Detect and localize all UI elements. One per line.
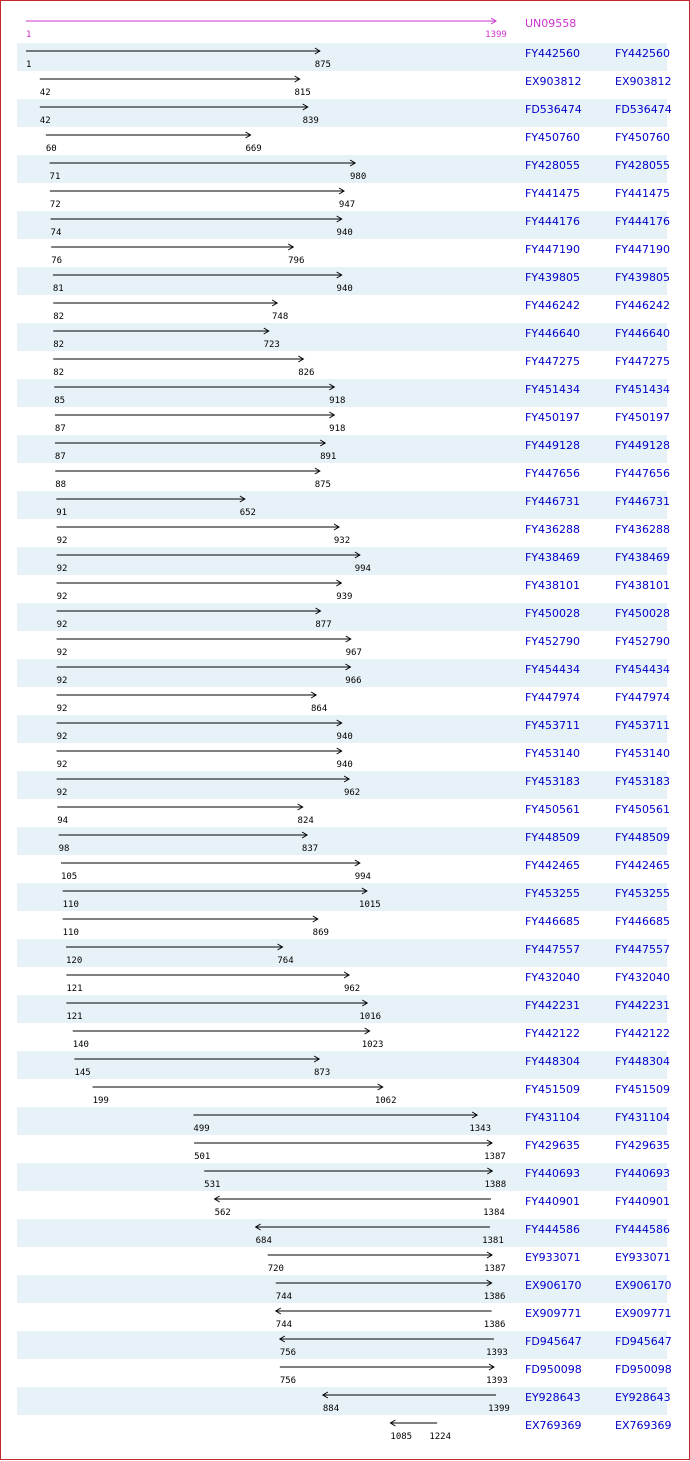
alignment-start-label: 91 (56, 508, 68, 518)
alignment-id-link-secondary[interactable]: FY432040 (615, 971, 671, 984)
alignment-id-link[interactable]: FY448304 (525, 1055, 581, 1068)
alignment-id-link[interactable]: FY448509 (525, 831, 581, 844)
alignment-start-label: 71 (49, 172, 61, 182)
alignment-id-link-secondary[interactable]: FY442560 (615, 47, 671, 60)
alignment-id-link[interactable]: EX909771 (525, 1307, 582, 1320)
alignment-start-label: 92 (56, 648, 68, 658)
alignment-start-label: 85 (54, 396, 66, 406)
alignment-end-label: 1343 (469, 1124, 492, 1134)
alignment-id-link-secondary[interactable]: EX903812 (615, 75, 672, 88)
alignment-start-label: 720 (267, 1264, 284, 1274)
alignment-end-label: 939 (336, 592, 353, 602)
alignment-id-link-secondary[interactable]: FY438469 (615, 551, 671, 564)
alignment-end-label: 837 (301, 844, 319, 854)
alignment-end-label: 1393 (486, 1348, 508, 1358)
alignment-start-label: 562 (214, 1208, 231, 1218)
alignment-end-label: 947 (338, 200, 356, 210)
alignment-id-link[interactable]: FY442122 (525, 1027, 581, 1040)
alignment-id-link[interactable]: FY428055 (525, 159, 581, 172)
alignment-id-link[interactable]: FY450760 (525, 131, 581, 144)
alignment-id-link-secondary[interactable]: FY448304 (615, 1055, 671, 1068)
alignment-start-label: 110 (62, 900, 79, 910)
alignment-start-label: 42 (39, 88, 51, 98)
alignment-start-label: 82 (53, 312, 65, 322)
alignment-id-link-secondary[interactable]: FY453140 (615, 747, 671, 760)
alignment-id-link-secondary[interactable]: FY448509 (615, 831, 671, 844)
alignment-id-link-secondary[interactable]: FY429635 (615, 1139, 671, 1152)
alignment-start-label: 87 (54, 424, 66, 434)
alignment-diagram (1, 1, 690, 1461)
alignment-start-label: 756 (279, 1376, 297, 1386)
alignment-end-label: 1384 (483, 1208, 505, 1218)
alignment-start-label: 72 (49, 200, 61, 210)
alignment-end-label: 748 (272, 312, 289, 322)
alignment-start-label: 60 (45, 144, 57, 154)
alignment-id-link-secondary[interactable]: FY453711 (615, 719, 671, 732)
alignment-id-link[interactable]: FD536474 (525, 103, 582, 116)
alignment-id-link[interactable]: FY447275 (525, 355, 581, 368)
alignment-start-label: 92 (56, 732, 68, 742)
alignment-id-link-secondary[interactable]: FY447190 (615, 243, 671, 256)
alignment-end-label: 1387 (484, 1264, 506, 1274)
alignment-id-link[interactable]: EX903812 (525, 75, 582, 88)
alignment-start-label: 92 (56, 676, 68, 686)
alignment-start-label: 110 (62, 928, 79, 938)
alignment-end-label: 1387 (484, 1152, 506, 1162)
alignment-end-label: 652 (239, 508, 256, 518)
alignment-id-link-secondary[interactable]: FY440693 (615, 1167, 671, 1180)
alignment-id-link-secondary[interactable]: FY444176 (615, 215, 671, 228)
alignment-id-link-secondary[interactable]: FY449128 (615, 439, 671, 452)
alignment-id-link-secondary[interactable]: EX769369 (615, 1419, 672, 1432)
alignment-end-label: 1386 (483, 1320, 506, 1330)
alignment-id-link[interactable]: FY447974 (525, 691, 581, 704)
alignment-start-label: 140 (72, 1040, 89, 1050)
alignment-end-label: 824 (297, 816, 314, 826)
alignment-id-link[interactable]: FY447656 (525, 467, 581, 480)
alignment-id-link-secondary[interactable]: FD536474 (615, 103, 672, 116)
alignment-start-label: 92 (56, 592, 68, 602)
alignment-start-label: 76 (51, 256, 63, 266)
alignment-id-link[interactable]: FY453183 (525, 775, 581, 788)
alignment-id-link[interactable]: EY928643 (525, 1391, 581, 1404)
alignment-id-link-secondary[interactable]: FY447656 (615, 467, 671, 480)
alignment-id-link-secondary[interactable]: FY438101 (615, 579, 671, 592)
alignment-id-link-secondary[interactable]: FY447275 (615, 355, 671, 368)
alignment-end-label: 962 (343, 984, 361, 994)
alignment-id-link-secondary[interactable]: FY442465 (615, 859, 671, 872)
alignment-start-label: 884 (322, 1404, 340, 1414)
alignment-start-label: 94 (57, 816, 69, 826)
alignment-id-link[interactable]: FY436288 (525, 523, 581, 536)
alignment-id-link-secondary[interactable]: FD950098 (615, 1363, 672, 1376)
alignment-id-link[interactable]: FY446242 (525, 299, 581, 312)
alignment-end-label: 1386 (483, 1292, 506, 1302)
alignment-id-link[interactable]: FY450028 (525, 607, 581, 620)
alignment-id-link[interactable]: FY442560 (525, 47, 581, 60)
alignment-id-link-secondary[interactable]: FY439805 (615, 271, 671, 284)
alignment-id-link[interactable]: FY432040 (525, 971, 581, 984)
alignment-end-label: 1016 (359, 1012, 382, 1022)
alignment-id-link-secondary[interactable]: FY451509 (615, 1083, 671, 1096)
alignment-start-label: 145 (74, 1068, 91, 1078)
alignment-end-label: 877 (315, 620, 332, 630)
alignment-end-label: 1393 (486, 1376, 508, 1386)
alignment-id-link-secondary[interactable]: FY446685 (615, 915, 671, 928)
alignment-end-label: 873 (314, 1068, 331, 1078)
alignment-end-label: 869 (312, 928, 329, 938)
alignment-start-label: 501 (194, 1152, 211, 1162)
alignment-end-label: 669 (245, 144, 262, 154)
alignment-id-link-secondary[interactable]: EX906170 (615, 1279, 672, 1292)
alignment-end-label: 723 (263, 340, 280, 350)
alignment-id-link[interactable]: FY431104 (525, 1111, 581, 1124)
alignment-id-link[interactable]: FD950098 (525, 1363, 582, 1376)
alignment-id-link[interactable]: FY450561 (525, 803, 581, 816)
alignment-start-label: 92 (56, 536, 68, 546)
alignment-id-link[interactable]: FY453711 (525, 719, 581, 732)
reference-id-label: UN09558 (525, 17, 577, 30)
alignment-start-label: 98 (58, 844, 70, 854)
alignment-end-label: 918 (329, 396, 346, 406)
alignment-end-label: 875 (314, 480, 331, 490)
alignment-end-label: 796 (288, 256, 305, 266)
alignment-end-label: 764 (277, 956, 294, 966)
alignment-id-link[interactable]: FY439805 (525, 271, 581, 284)
alignment-id-link[interactable]: FY446685 (525, 915, 581, 928)
alignment-start-label: 81 (52, 284, 64, 294)
alignment-id-link-secondary[interactable]: FY442122 (615, 1027, 671, 1040)
alignment-start-label: 92 (56, 760, 68, 770)
alignment-end-label: 918 (329, 424, 346, 434)
alignment-start-label: 105 (60, 872, 78, 882)
alignment-id-link-secondary[interactable]: FY453183 (615, 775, 671, 788)
alignment-id-link-secondary[interactable]: FD945647 (615, 1335, 672, 1348)
alignment-end-label: 940 (336, 228, 353, 238)
alignment-id-link[interactable]: FY453140 (525, 747, 581, 760)
alignment-id-link[interactable]: FY442231 (525, 999, 581, 1012)
alignment-id-link-secondary[interactable]: FY451434 (615, 383, 671, 396)
alignment-end-label: 980 (350, 172, 367, 182)
alignment-id-link-secondary[interactable]: FY447557 (615, 943, 671, 956)
alignment-id-link[interactable]: EX769369 (525, 1419, 582, 1432)
alignment-start-label: 121 (66, 1012, 83, 1022)
alignment-id-link-secondary[interactable]: FY450197 (615, 411, 671, 424)
alignment-start-label: 744 (275, 1320, 293, 1330)
alignment-start-label: 744 (275, 1292, 293, 1302)
alignment-id-link[interactable]: FY453255 (525, 887, 581, 900)
alignment-start-label: 121 (66, 984, 83, 994)
alignment-id-link-secondary[interactable]: FY452790 (615, 635, 671, 648)
alignment-start-label: 531 (204, 1180, 221, 1190)
alignment-id-link-secondary[interactable]: FY446640 (615, 327, 671, 340)
reference-start-label: 1 (26, 30, 32, 40)
alignment-id-link-secondary[interactable]: FY431104 (615, 1111, 671, 1124)
alignment-id-link[interactable]: FD945647 (525, 1335, 582, 1348)
alignment-id-link-secondary[interactable]: FY450760 (615, 131, 671, 144)
alignment-start-label: 92 (56, 620, 68, 630)
alignment-end-label: 994 (354, 872, 371, 882)
alignment-id-link[interactable]: FY440901 (525, 1195, 581, 1208)
alignment-end-label: 839 (302, 116, 319, 126)
alignment-id-link[interactable]: FY429635 (525, 1139, 581, 1152)
alignment-start-label: 1085 (390, 1432, 413, 1442)
alignment-id-link[interactable]: FY451509 (525, 1083, 581, 1096)
alignment-id-link[interactable]: FY441475 (525, 187, 581, 200)
alignment-end-label: 875 (314, 60, 331, 70)
alignment-id-link[interactable]: FY444176 (525, 215, 581, 228)
alignment-start-label: 756 (279, 1348, 297, 1358)
alignment-id-link-secondary[interactable]: FY442231 (615, 999, 671, 1012)
alignment-id-link[interactable]: FY446640 (525, 327, 581, 340)
alignment-start-label: 92 (56, 788, 68, 798)
alignment-id-link[interactable]: EX906170 (525, 1279, 582, 1292)
alignment-start-label: 74 (50, 228, 62, 238)
alignment-start-label: 88 (55, 480, 67, 490)
alignment-id-link[interactable]: FY442465 (525, 859, 581, 872)
alignment-id-link-secondary[interactable]: EY928643 (615, 1391, 671, 1404)
alignment-id-link-secondary[interactable]: FY441475 (615, 187, 671, 200)
alignment-id-link[interactable]: FY444586 (525, 1223, 581, 1236)
alignment-start-label: 42 (39, 116, 51, 126)
alignment-end-label: 891 (320, 452, 337, 462)
alignment-end-label: 966 (345, 676, 362, 686)
alignment-id-link[interactable]: EY933071 (525, 1251, 581, 1264)
alignment-id-link-secondary[interactable]: FY428055 (615, 159, 671, 172)
alignment-id-link-secondary[interactable]: FY440901 (615, 1195, 671, 1208)
alignment-id-link[interactable]: FY451434 (525, 383, 581, 396)
alignment-id-link-secondary[interactable]: FY450561 (615, 803, 671, 816)
alignment-end-label: 1399 (488, 1404, 510, 1414)
alignment-id-link-secondary[interactable]: FY446242 (615, 299, 671, 312)
alignment-end-label: 1224 (429, 1432, 452, 1442)
alignment-end-label: 826 (298, 368, 315, 378)
alignment-end-label: 994 (354, 564, 371, 574)
alignment-end-label: 1015 (359, 900, 381, 910)
alignment-end-label: 962 (343, 788, 361, 798)
alignment-end-label: 1381 (482, 1236, 504, 1246)
alignment-id-link[interactable]: FY438469 (525, 551, 581, 564)
alignment-id-link[interactable]: FY438101 (525, 579, 581, 592)
alignment-id-link-secondary[interactable]: EX909771 (615, 1307, 672, 1320)
alignment-start-label: 82 (53, 368, 65, 378)
alignment-start-label: 92 (56, 704, 68, 714)
alignment-end-label: 1062 (374, 1096, 397, 1106)
alignment-id-link-secondary[interactable]: FY454434 (615, 663, 671, 676)
alignment-start-label: 120 (66, 956, 83, 966)
alignment-start-label: 499 (193, 1124, 210, 1134)
alignment-id-link[interactable]: FY454434 (525, 663, 581, 676)
alignment-end-label: 815 (294, 88, 311, 98)
alignment-end-label: 967 (345, 648, 362, 658)
alignment-end-label: 940 (336, 760, 353, 770)
alignment-id-link-secondary[interactable]: FY453255 (615, 887, 671, 900)
alignment-start-label: 1 (26, 60, 32, 70)
alignment-id-link[interactable]: FY452790 (525, 635, 581, 648)
alignment-end-label: 1388 (484, 1180, 507, 1190)
alignment-start-label: 92 (56, 564, 68, 574)
alignment-end-label: 940 (336, 732, 353, 742)
reference-end-label: 1399 (485, 30, 507, 40)
alignment-id-link[interactable]: FY440693 (525, 1167, 581, 1180)
alignment-id-link[interactable]: FY447557 (525, 943, 581, 956)
alignment-start-label: 82 (53, 340, 65, 350)
alignment-start-label: 87 (54, 452, 66, 462)
alignment-end-label: 1023 (361, 1040, 384, 1050)
alignment-end-label: 864 (311, 704, 328, 714)
alignment-start-label: 684 (255, 1236, 272, 1246)
alignment-id-link[interactable]: FY446731 (525, 495, 581, 508)
alignment-id-link[interactable]: FY449128 (525, 439, 581, 452)
alignment-id-link[interactable]: FY450197 (525, 411, 581, 424)
alignment-id-link-secondary[interactable]: FY450028 (615, 607, 671, 620)
alignment-id-link[interactable]: FY447190 (525, 243, 581, 256)
alignment-id-link-secondary[interactable]: EY933071 (615, 1251, 671, 1264)
alignment-id-link-secondary[interactable]: FY446731 (615, 495, 671, 508)
alignment-id-link-secondary[interactable]: FY447974 (615, 691, 671, 704)
alignment-end-label: 932 (333, 536, 351, 546)
alignment-end-label: 940 (336, 284, 353, 294)
alignment-id-link-secondary[interactable]: FY436288 (615, 523, 671, 536)
alignment-start-label: 199 (92, 1096, 109, 1106)
alignment-id-link-secondary[interactable]: FY444586 (615, 1223, 671, 1236)
